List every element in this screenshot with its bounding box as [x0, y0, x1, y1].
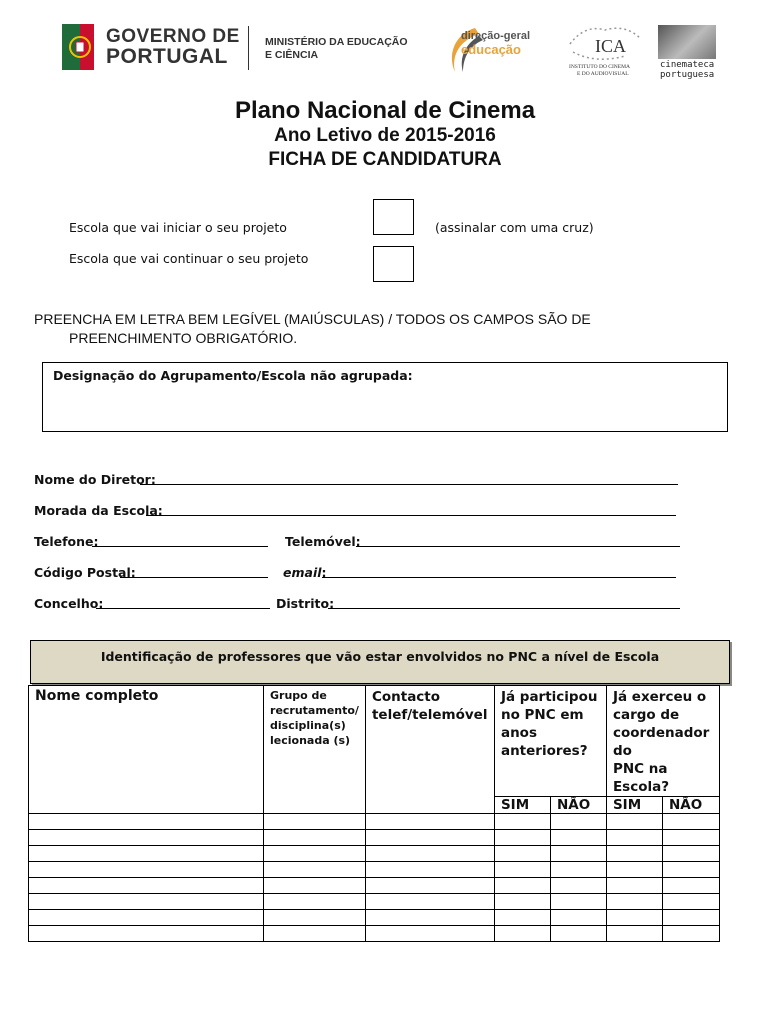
county-label: Concelho: [34, 596, 104, 611]
start-project-checkbox[interactable] [373, 199, 414, 235]
header-divider [248, 26, 249, 70]
designation-box[interactable] [42, 362, 728, 432]
continue-project-checkbox[interactable] [373, 246, 414, 282]
coordinator-sim: SIM [606, 797, 662, 814]
teachers-heading: Identificação de professores que vão estar envolvidos no PNC a nível de Escola [100, 649, 660, 664]
table-row[interactable] [29, 894, 720, 910]
table-row[interactable] [29, 814, 720, 830]
table-row[interactable] [29, 926, 720, 942]
ica-line2: E DO AUDIOVISUAL [577, 71, 629, 77]
coordinator-nao: NÃO [662, 797, 719, 814]
gov-line1: GOVERNO DE [106, 26, 240, 47]
governo-portugal-logo [58, 22, 248, 72]
table-row[interactable] [29, 878, 720, 894]
mobile-field[interactable] [356, 545, 680, 547]
district-field[interactable] [328, 607, 680, 609]
col-name-header: Nome completo [29, 686, 264, 814]
cine-line1: cinemateca [660, 60, 715, 70]
checkbox-hint: (assinalar com uma cruz) [435, 220, 594, 235]
postal-code-field[interactable] [120, 576, 268, 578]
director-label: Nome do Diretor: [34, 472, 156, 487]
dge-line2: educação [461, 42, 521, 57]
col-group-header: Grupo de recrutamento/ disciplina(s) lecionada (s) [264, 686, 366, 814]
cine-line2: portuguesa [660, 70, 715, 80]
table-header-row [29, 686, 720, 797]
instructions-line1: PREENCHA EM LETRA BEM LEGÍVEL (MAIÚSCULAS) / TODOS OS CAMPOS SÃO DE [34, 311, 591, 327]
email-label: email: [283, 565, 327, 580]
email-label-text: email [283, 565, 322, 580]
table-row[interactable] [29, 910, 720, 926]
director-field[interactable] [140, 483, 678, 485]
dge-line1: direção-geral [461, 30, 531, 42]
ministry-line2: E CIÊNCIA [265, 49, 319, 61]
ica-mark: ICA [595, 36, 626, 56]
table-row[interactable] [29, 846, 720, 862]
postal-code-label: Código Postal: [34, 565, 136, 580]
col-participated-header: Já participou no PNC em anos anteriores? [494, 686, 606, 797]
ica-line1: INSTITUTO DO CINEMA [569, 64, 631, 70]
mobile-label: Telemóvel: [285, 534, 361, 549]
phone-field[interactable] [92, 545, 268, 547]
col-contact-header: Contacto telef/telemóvel [365, 686, 494, 814]
cinemateca-logo [656, 25, 718, 85]
county-field[interactable] [96, 607, 270, 609]
teachers-heading-box [30, 640, 730, 684]
ica-logo [565, 24, 645, 79]
phone-label: Telefone: [34, 534, 99, 549]
address-field[interactable] [146, 514, 676, 516]
district-label: Distrito: [276, 596, 335, 611]
col-coordinator-header: Já exerceu o cargo de coordenador do PNC na Escola? [606, 686, 719, 797]
continue-project-label: Escola que vai continuar o seu projeto [69, 251, 309, 266]
ministry-line1: MINISTÉRIO DA EDUCAÇÃO [265, 36, 408, 48]
cinemateca-image-icon [658, 25, 716, 59]
start-project-label: Escola que vai iniciar o seu projeto [69, 220, 287, 235]
table-row[interactable] [29, 830, 720, 846]
instructions-line2: PREENCHIMENTO OBRIGATÓRIO. [69, 330, 298, 346]
dge-logo [445, 24, 565, 76]
table-row[interactable] [29, 862, 720, 878]
page-title: Plano Nacional de Cinema [234, 97, 536, 124]
designation-label: Designação do Agrupamento/Escola não agrupada: [53, 368, 413, 383]
form-title: FICHA DE CANDIDATURA [268, 149, 502, 170]
gov-line2: PORTUGAL [106, 45, 228, 68]
teachers-table [28, 685, 720, 942]
participated-nao: NÃO [550, 797, 606, 814]
address-label: Morada da Escola: [34, 503, 163, 518]
school-year-title: Ano Letivo de 2015-2016 [274, 125, 496, 146]
email-field[interactable] [322, 576, 676, 578]
participated-sim: SIM [494, 797, 550, 814]
coat-of-arms-icon [58, 22, 98, 72]
